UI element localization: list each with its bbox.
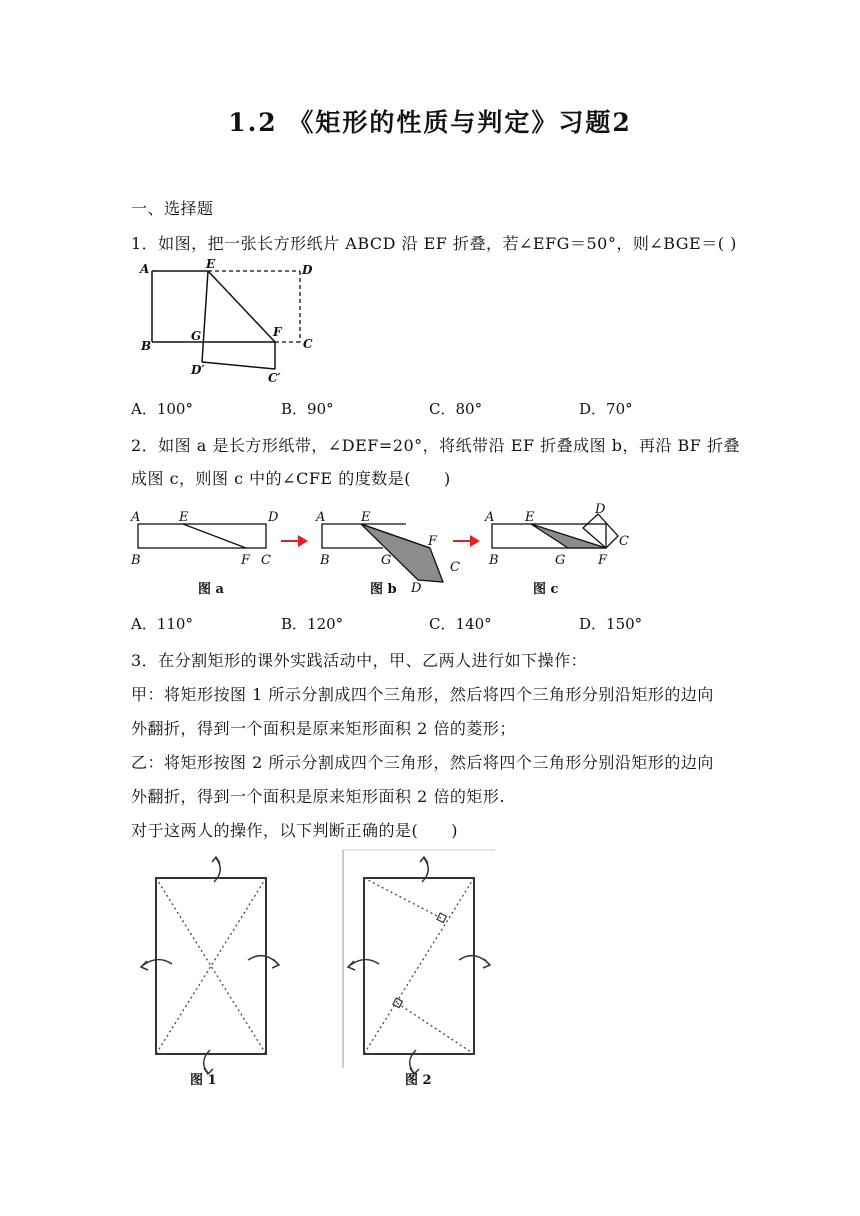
svg-text:A: A [485,510,495,525]
q2-option-b[interactable]: B．120° [281,615,344,633]
q1-label-D: D [302,263,313,277]
q2-caption-b: 图 b [370,582,397,597]
q1-label-B: B [141,339,152,353]
q2-option-d[interactable]: D．150° [579,615,643,633]
svg-text:G: G [381,553,392,568]
page-title: 1.2 《矩形的性质与判定》习题2 [228,108,632,137]
q1-figure [135,258,325,388]
svg-text:B: B [320,553,330,568]
q2-arrow-2 [453,535,480,547]
q2-option-a[interactable]: A．110° [131,615,193,633]
svg-text:B: B [489,553,499,568]
svg-text:G: G [555,553,566,568]
svg-text:A: A [131,510,141,525]
q1-label-Cprime: C′ [268,371,281,385]
q3-caption-1: 图 1 [190,1073,217,1088]
svg-text:B: B [131,553,141,568]
q1-option-c[interactable]: C．80° [429,400,483,418]
q3-line-5: 外翻折，得到一个面积是原来矩形面积 2 倍的矩形. [131,787,505,806]
q2-caption-a: 图 a [198,582,224,597]
q3-line-3: 外翻折，得到一个面积是原来矩形面积 2 倍的菱形； [131,719,516,738]
q1-label-F: F [273,325,282,339]
q3-line-1: 3．在分割矩形的课外实践活动中，甲、乙两人进行如下操作： [131,651,588,670]
svg-text:D: D [411,581,422,596]
svg-text:F: F [428,534,438,549]
svg-text:F: F [598,553,608,568]
q3-figure-1 [130,848,305,1093]
svg-text:D: D [268,510,279,525]
q1-label-G: G [191,329,202,343]
svg-text:C: C [261,553,271,568]
q1-stem: 1．如图，把一张长方形纸片 ABCD 沿 EF 折叠，若∠EFG＝50°，则∠BGE＝( ) [131,234,737,253]
section-heading: 一、选择题 [131,199,214,218]
svg-text:E: E [179,510,189,525]
q1-option-d[interactable]: D．70° [579,400,633,418]
q3-caption-2: 图 2 [405,1073,432,1088]
q2-stem-line1: 2．如图 a 是长方形纸带，∠DEF=20°，将纸带沿 EF 折叠成图 b，再沿 BF 折叠 [131,436,740,455]
svg-text:F: F [241,553,251,568]
q1-option-a[interactable]: A．100° [131,400,193,418]
q1-label-E: E [206,258,216,271]
svg-text:D: D [595,502,606,517]
q3-line-4: 乙：将矩形按图 2 所示分割成四个三角形，然后将四个三角形分别沿矩形的边向 [131,753,714,772]
q1-label-C: C [303,337,313,351]
q3-figure-2 [342,848,497,1093]
svg-text:A: A [316,510,326,525]
svg-text:E: E [361,510,371,525]
q1-label-Dprime: D′ [191,363,205,377]
q2-option-c[interactable]: C．140° [429,615,492,633]
svg-text:C: C [450,560,460,575]
q3-line-2: 甲：将矩形按图 1 所示分割成四个三角形，然后将四个三角形分别沿矩形的边向 [131,685,714,704]
q2-caption-c: 图 c [533,582,559,597]
q2-stem-line2: 成图 c，则图 c 中的∠CFE 的度数是( ) [131,469,451,488]
q1-option-b[interactable]: B．90° [281,400,334,418]
q3-line-6: 对于这两人的操作，以下判断正确的是( ) [131,821,458,840]
q1-label-A: A [140,262,150,276]
q2-arrow-1 [281,535,308,547]
svg-text:C: C [619,534,629,549]
svg-text:E: E [525,510,535,525]
q2-figure [128,500,648,605]
